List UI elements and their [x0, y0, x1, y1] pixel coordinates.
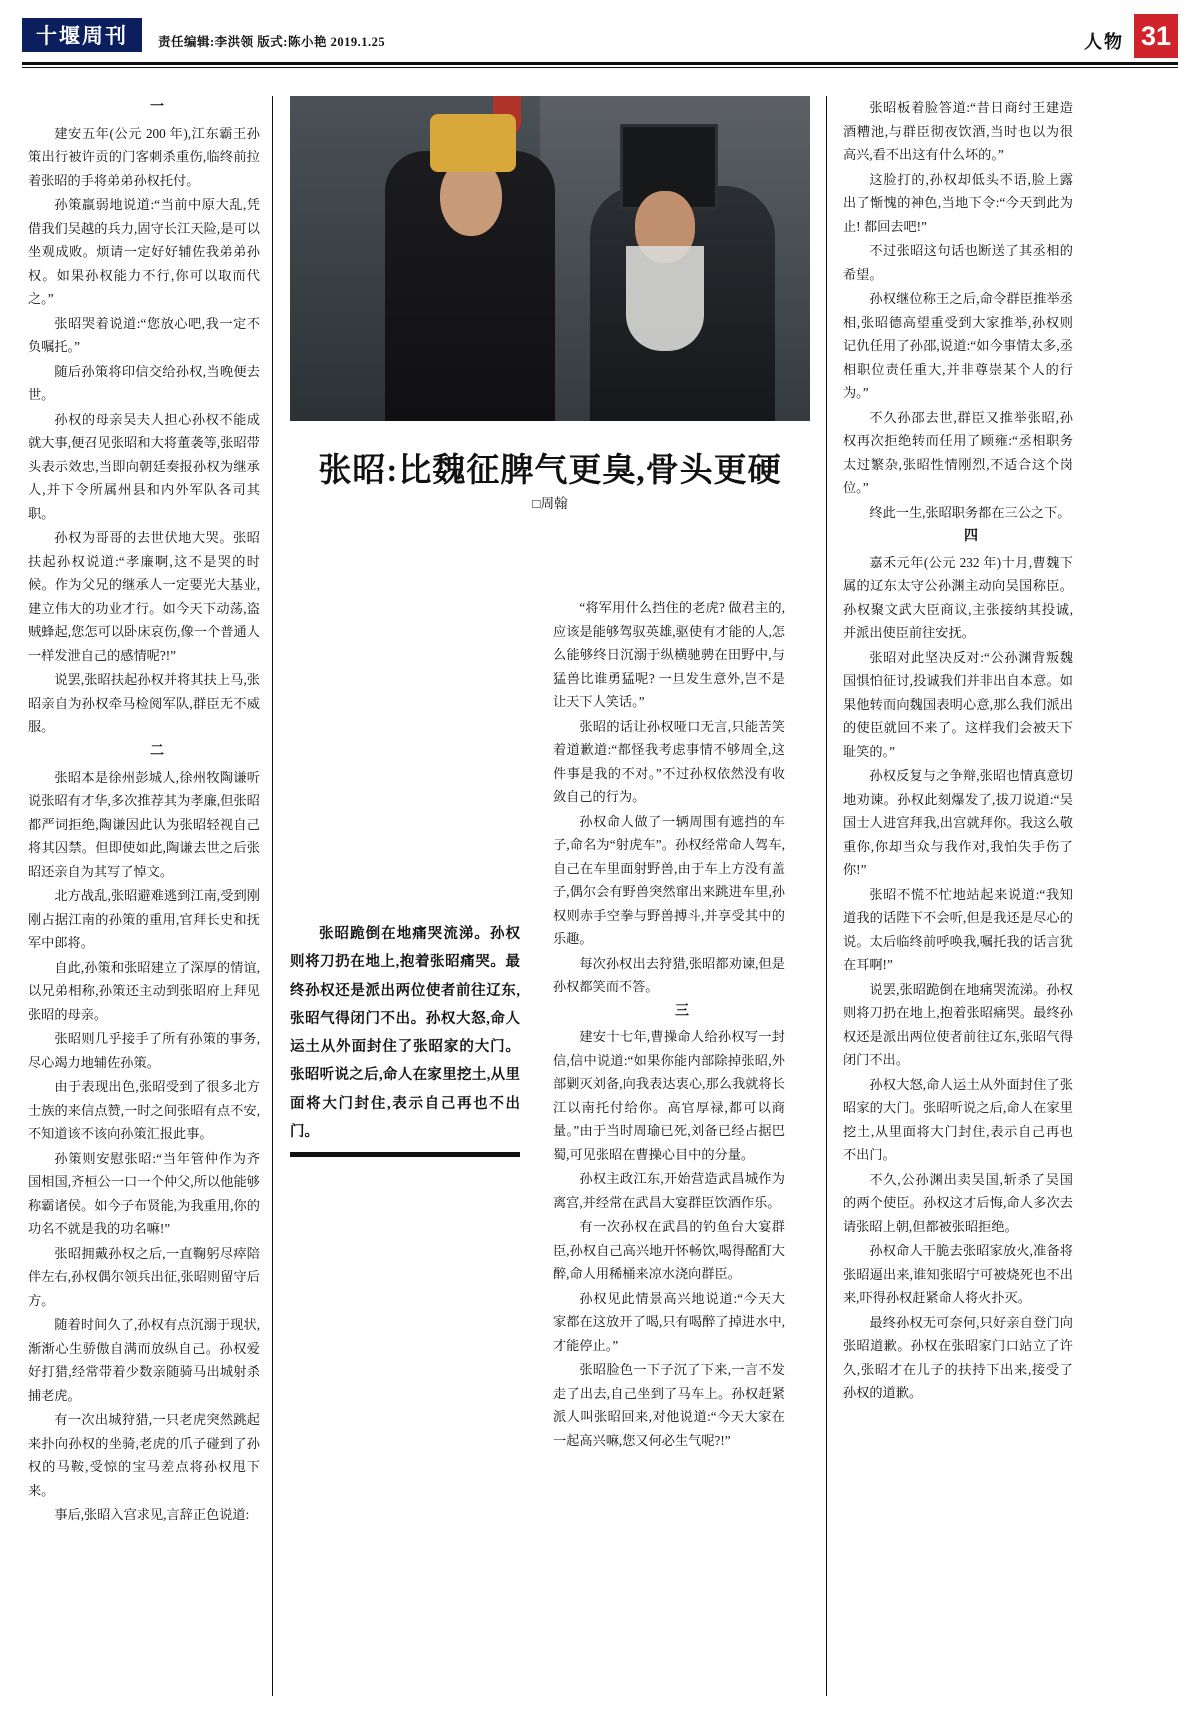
body-paragraph: 孙权为哥哥的去世伏地大哭。张昭扶起孙权说道:“孝廉啊,这不是哭的时候。作为父兄的继承人一定要光大基业,建立伟大的功业才行。如今天下动荡,盗贼蜂起,您怎可以卧床哀伤,像一个普通人一样发泄自己的感情呢?!” — [28, 530, 260, 663]
column-divider-1 — [272, 96, 273, 1696]
body-paragraph: 不久孙邵去世,群臣又推举张昭,孙权再次拒绝转而任用了顾雍:“丞相职务太过繁杂,张昭性情刚烈,不适合这个岗位。” — [843, 409, 1073, 495]
article-byline: □周翰 — [532, 496, 568, 511]
section-marker: 四 — [964, 529, 980, 544]
body-paragraph: 有一次孙权在武昌的钓鱼台大宴群臣,孙权自己高兴地开怀畅饮,喝得酩酊大醉,命人用稀桶来凉水浇向群臣。 — [553, 1219, 785, 1282]
body-paragraph: 孙权主政江东,开始营造武昌城作为离宫,并经常在武昌大宴群臣饮酒作乐。 — [553, 1171, 785, 1210]
body-paragraph: 随着时间久了,孙权有点沉溺于现状,渐渐心生骄傲自满而放纵自己。孙权爱好打猎,经常带着少数亲随骑马出城射杀捕老虎。 — [28, 1317, 260, 1403]
masthead-rule-thin — [22, 67, 1178, 68]
column-divider-2 — [826, 96, 827, 1696]
body-column-1 — [28, 96, 260, 1528]
pull-quote-text: 张昭跪倒在地痛哭流涕。孙权则将刀扔在地上,抱着张昭痛哭。最终孙权还是派出两位使者前往辽东,张昭气得闭门不出。孙权大怒,命人运土从外面封住了张昭家的大门。张昭听说之后,命人在家里挖土,从里面将大门封住,表示自己再也不出门。 — [290, 926, 520, 1140]
article-photo — [290, 96, 810, 421]
body-paragraph: 张昭本是徐州彭城人,徐州牧陶谦听说张昭有才华,多次推荐其为孝廉,但张昭都严词拒绝,陶谦因此认为张昭轻视自己将其囚禁。但即使如此,陶谦去世之后张昭还亲自为其写了悼文。 — [28, 769, 260, 879]
body-paragraph: 嘉禾元年(公元 232 年)十月,曹魏下属的辽东太守公孙渊主动向吴国称臣。孙权聚文武大臣商议,主张接纳其投诚,并派出使臣前往安抚。 — [843, 554, 1073, 641]
body-paragraph: 孙权大怒,命人运土从外面封住了张昭家的大门。张昭听说之后,命人在家里挖土,从里面将大门封住,表示自己再也不出门。 — [843, 1076, 1073, 1163]
body-paragraph: 由于表现出色,张昭受到了很多北方士族的来信点赞,一时之间张昭有点不安,不知道该不该向孙策汇报此事。 — [28, 1079, 260, 1142]
page-number: 31 — [1134, 14, 1178, 58]
body-paragraph: 这脸打的,孙权却低头不语,脸上露出了惭愧的神色,当地下令:“今天到此为止! 都回去吧!” — [843, 171, 1073, 234]
body-paragraph: 张昭板着脸答道:“昔日商纣王建造酒糟池,与群臣彻夜饮酒,当时也以为很高兴,看不出这有什么坏的。” — [843, 100, 1073, 162]
body-paragraph: “将军用什么挡住的老虎? 做君主的,应该是能够驾驭英雄,驱使有才能的人,怎么能够终日沉溺于纵横驰骋在田野中,与猛兽比谁勇猛呢? 一旦发生意外,岂不是让天下人笑话。” — [553, 600, 785, 709]
body-paragraph: 张昭对此坚决反对:“公孙渊背叛魏国惧怕征讨,投诚我们并非出自本意。如果他转而向魏国表明心意,那么我们派出的使臣就回不来了。这样我们会被天下耻笑的。” — [843, 649, 1073, 759]
editor-credits: 责任编辑:李洪领 版式:陈小艳 2019.1.25 — [158, 35, 386, 49]
body-paragraph: 最终孙权无可奈何,只好亲自登门向张昭道歉。孙权在张昭家门口站立了许久,张昭才在儿子的扶持下出来,接受了孙权的道歉。 — [843, 1314, 1073, 1401]
photo-beard-right — [626, 246, 704, 351]
pull-quote — [290, 920, 520, 1146]
body-paragraph: 随后孙策将印信交给孙权,当晚便去世。 — [28, 363, 260, 403]
body-paragraph: 说罢,张昭跪倒在地痛哭流涕。孙权则将刀扔在地上,抱着张昭痛哭。最终孙权还是派出两位使者前往辽东,张昭气得闭门不出。 — [843, 981, 1073, 1068]
body-paragraph: 孙权继位称王之后,命令群臣推举丞相,张昭德高望重受到大家推举,孙权则记仇任用了孙邵,说道:“如今事情太多,丞相职位责任重大,并非尊崇某个人的行为。” — [843, 291, 1073, 400]
body-paragraph: 张昭脸色一下子沉了下来,一言不发走了出去,自己坐到了马车上。孙权赶紧派人叫张昭回来,对他说道:“今天大家在一起高兴嘛,您又何必生气呢?!” — [553, 1362, 785, 1448]
section-marker: 二 — [150, 743, 166, 759]
body-paragraph: 事后,张昭入宫求见,言辞正色说道: — [54, 1507, 250, 1523]
body-paragraph: 建安五年(公元 200 年),江东霸王孙策出行被许贡的门客刺杀重伤,临终前拉着张昭的手将弟弟孙权托付。 — [28, 125, 260, 188]
body-paragraph: 张昭则几乎接手了所有孙策的事务,尽心竭力地辅佐孙策。 — [28, 1031, 260, 1070]
body-paragraph: 孙权的母亲吴夫人担心孙权不能成就大事,便召见张昭和大将董袭等,张昭带头表示效忠,当即向朝廷奏报孙权为继承人,并下令所属州县和内外军队各司其职。 — [28, 411, 260, 521]
body-paragraph: 不久,公孙渊出卖吴国,斩杀了吴国的两个使臣。孙权这才后悔,命人多次去请张昭上朝,但都被张昭拒绝。 — [843, 1171, 1073, 1234]
pull-quote-rule — [290, 1152, 520, 1157]
body-paragraph: 张昭不慌不忙地站起来说道:“我知道我的话陛下不会听,但是我还是尽心的说。太后临终前呼唤我,嘱托我的话言犹在耳啊!” — [843, 886, 1073, 973]
body-paragraph: 张昭哭着说道:“您放心吧,我一定不负嘱托。” — [28, 315, 260, 355]
section-marker: 一 — [150, 100, 166, 115]
body-paragraph: 张昭的话让孙权哑口无言,只能苦笑着道歉道:“都怪我考虑事情不够周全,这件事是我的不对。”不过孙权依然没有收敛自己的行为。 — [553, 718, 785, 804]
body-paragraph: 张昭拥戴孙权之后,一直鞠躬尽瘁陪伴左右,孙权偶尔领兵出征,张昭则留守后方。 — [28, 1245, 260, 1308]
masthead-rule-thick — [22, 62, 1178, 65]
body-paragraph: 说罢,张昭扶起孙权并将其扶上马,张昭亲自为孙权牵马检阅军队,群臣无不威服。 — [28, 672, 260, 735]
body-paragraph: 不过张昭这句话也断送了其丞相的希望。 — [843, 243, 1073, 282]
body-column-4 — [843, 96, 1073, 1406]
section-marker: 三 — [675, 1003, 691, 1019]
body-paragraph: 有一次出城狩猎,一只老虎突然跳起来扑向孙权的坐骑,老虎的爪子碰到了孙权的马鞍,受惊的宝马差点将孙权甩下来。 — [28, 1412, 260, 1498]
body-paragraph: 建安十七年,曹操命人给孙权写一封信,信中说道:“如果你能内部除掉张昭,外部剿灭刘备,向我表达衷心,那么我就将长江以南托付给你。高官厚禄,都可以商量。”由于当时周瑜已死,刘备已经占据巴蜀,可见张昭在曹操心目中的分量。 — [553, 1029, 785, 1162]
body-paragraph: 北方战乱,张昭避难逃到江南,受到刚刚占据江南的孙策的重用,官拜长史和抚军中郎将。 — [28, 888, 260, 951]
body-paragraph: 孙策羸弱地说道:“当前中原大乱,凭借我们吴越的兵力,固守长江天险,是可以坐观成败。烦请一定好好辅佐我弟弟孙权。如果孙权能力不行,你可以取而代之。” — [28, 197, 260, 307]
photo-crown-left — [430, 114, 516, 172]
publication-logo: 十堰周刊 — [22, 18, 142, 52]
body-paragraph: 孙权命人做了一辆周围有遮挡的车子,命名为“射虎车”。孙权经常命人驾车,自己在车里面射野兽,由于车上方没有盖子,偶尔会有野兽突然窜出来跳进车里,孙权则赤手空拳与野兽搏斗,并享受其中的乐趣。 — [553, 813, 785, 946]
body-paragraph: 每次孙权出去狩猎,张昭都劝谏,但是孙权都笑而不答。 — [553, 955, 785, 994]
section-title: 人物 — [1084, 32, 1124, 52]
body-column-3 — [553, 596, 785, 1453]
body-paragraph: 孙权反复与之争辩,张昭也情真意切地劝谏。孙权此刻爆发了,拔刀说道:“吴国士人进宫拜我,出宫就拜你。我这么敬重你,你却当众与我作对,我怕失手伤了你!” — [843, 768, 1073, 878]
body-paragraph: 终此一生,张昭职务都在三公之下。 — [869, 504, 1071, 520]
body-paragraph: 自此,孙策和张昭建立了深厚的情谊,以兄弟相称,孙策还主动到张昭府上拜见张昭的母亲。 — [28, 959, 260, 1022]
body-paragraph: 孙权命人干脆去张昭家放火,准备将张昭逼出来,谁知张昭宁可被烧死也不出来,吓得孙权赶紧命人将火扑灭。 — [843, 1243, 1073, 1306]
body-paragraph: 孙策则安慰张昭:“当年管仲作为齐国相国,齐桓公一口一个仲父,所以他能够称霸诸侯。如今子布贤能,为我重用,你的功名不就是我的功名嘛!” — [28, 1150, 260, 1237]
article-headline: 张昭:比魏征脾气更臭,骨头更硬 — [318, 453, 782, 489]
body-paragraph: 孙权见此情景高兴地说道:“今天大家都在这放开了喝,只有喝醉了掉进水中,才能停止。” — [553, 1290, 785, 1353]
masthead — [22, 18, 1178, 60]
